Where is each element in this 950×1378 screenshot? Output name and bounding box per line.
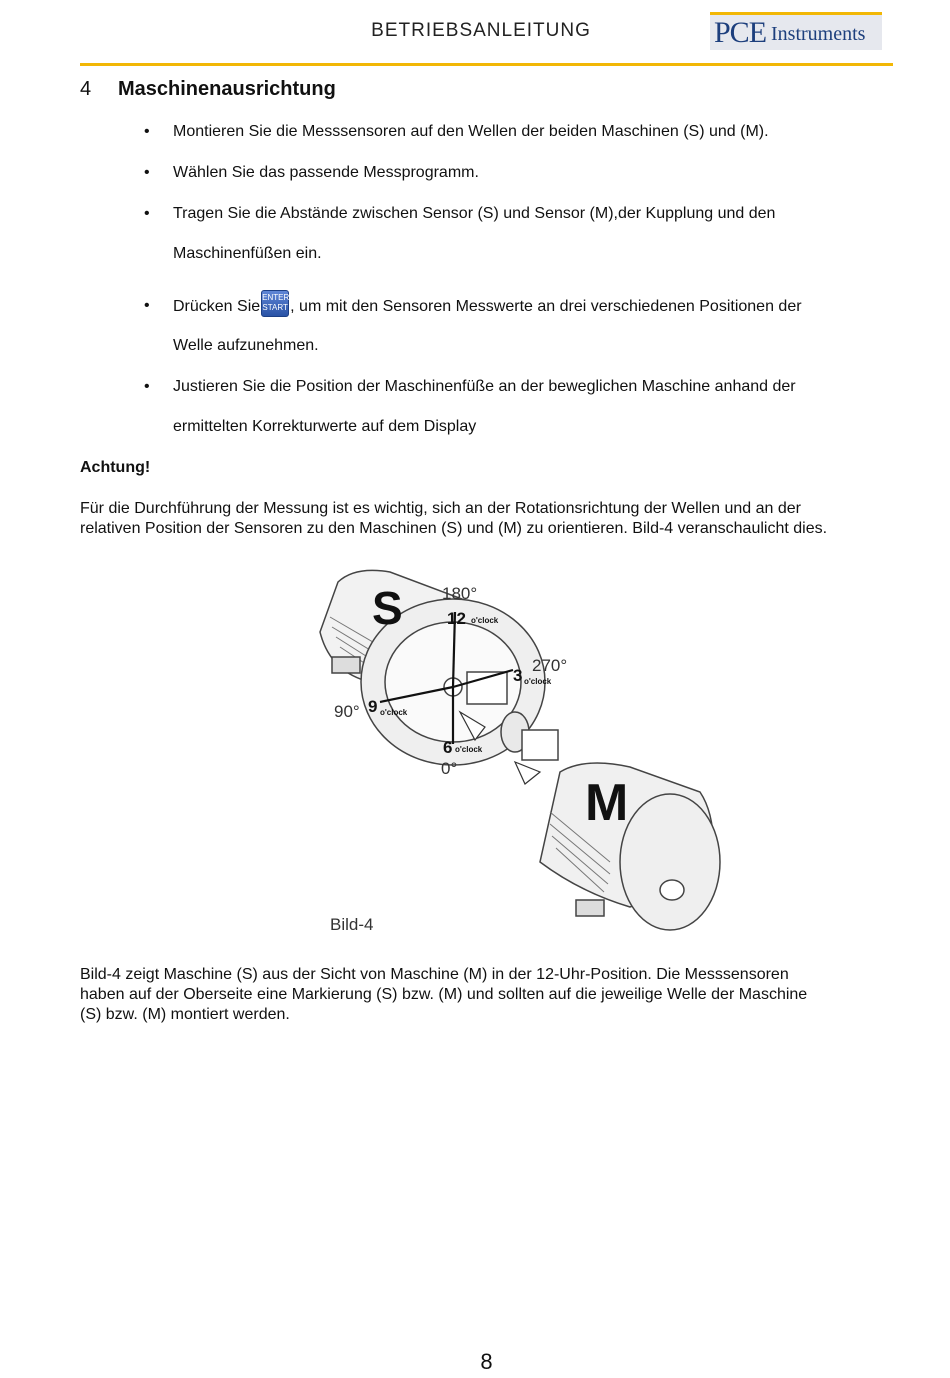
- enter-start-key-icon: [261, 290, 289, 317]
- section-title: Maschinenausrichtung: [118, 78, 336, 100]
- start-key-label: START: [262, 303, 288, 312]
- hour-6-label: 6: [443, 738, 453, 757]
- paragraph-line: relativen Position der Sensoren zu den Maschinen (S) und (M) zu orientieren. Bild-4 veranschaulicht dies.: [80, 520, 828, 537]
- hour-12-label: 12: [447, 609, 466, 628]
- list-item-text: Justieren Sie die Position der Maschinenfüße an der beweglichen Maschine anhand der: [173, 378, 796, 395]
- bullet-dot: •: [144, 123, 150, 140]
- list-item-text: Montieren Sie die Messsensoren auf den Wellen der beiden Maschinen (S) und (M).: [173, 123, 769, 140]
- angle-180-label: 180°: [442, 584, 478, 603]
- hour-6-suffix: o'clock: [455, 745, 483, 754]
- angle-270-label: 270°: [532, 656, 568, 675]
- pce-instruments-logo: [710, 12, 882, 50]
- hour-9-label: 9: [368, 697, 378, 716]
- list-item-text-continued: Welle aufzunehmen.: [173, 337, 319, 354]
- machine-m-label: M: [585, 774, 629, 832]
- bullet-dot: •: [144, 205, 150, 222]
- sensor-m: [522, 730, 558, 760]
- list-item-text-continued: ermittelten Korrekturwerte auf dem Display: [173, 418, 477, 435]
- paragraph-line: Bild-4 zeigt Maschine (S) aus der Sicht von Maschine (M) in der 12-Uhr-Position. Die Messsensoren: [80, 966, 789, 983]
- machine-m-foot: [576, 900, 604, 916]
- angle-0-label: 0°: [441, 759, 458, 778]
- press-text: Drücken Sie: [173, 298, 261, 315]
- section-number: 4: [80, 78, 92, 100]
- paragraph-orientation: [80, 499, 900, 539]
- hour-3-suffix: o'clock: [524, 677, 552, 686]
- press-text-rest: , um mit den Sensoren Messwerte an drei verschiedenen Positionen der: [290, 298, 802, 315]
- machine-diagram-svg: [310, 562, 730, 940]
- hour-3-label: 3: [513, 666, 523, 685]
- figure-caption: Bild-4: [330, 915, 374, 934]
- list-item-text: Tragen Sie die Abstände zwischen Sensor (S) und Sensor (M),der Kupplung und den: [173, 205, 776, 222]
- machine-m-end-disk: [620, 794, 720, 930]
- warning-heading: Achtung!: [80, 459, 151, 476]
- document-header-title: BETRIEBSANLEITUNG: [371, 20, 591, 41]
- angle-90-label: 90°: [334, 702, 360, 721]
- hour-9-suffix: o'clock: [380, 708, 408, 717]
- paragraph-figure-description: [80, 965, 900, 1025]
- enter-key-label: ENTER: [262, 293, 290, 302]
- list-item-text-continued: Maschinenfüßen ein.: [173, 245, 322, 262]
- logo-instruments-text: Instruments: [771, 23, 866, 45]
- bullet-dot: •: [144, 164, 150, 181]
- list-item-text: Wählen Sie das passende Messprogramm.: [173, 164, 479, 181]
- header-divider: [80, 63, 893, 66]
- machine-s-foot: [332, 657, 360, 673]
- hour-12-suffix: o'clock: [471, 616, 499, 625]
- bullet-dot: •: [144, 378, 150, 395]
- page-number: 8: [480, 1349, 493, 1374]
- list-item-text: [173, 293, 802, 324]
- logo-pce-text: PCE: [714, 16, 767, 49]
- bullet-dot: •: [144, 297, 150, 314]
- machine-s-label: S: [372, 582, 403, 634]
- machine-alignment-figure: [310, 562, 730, 945]
- paragraph-line: (S) bzw. (M) montiert werden.: [80, 1006, 290, 1023]
- paragraph-line: Für die Durchführung der Messung ist es wichtig, sich an der Rotationsrichtung der Wellen und an der: [80, 500, 801, 517]
- paragraph-line: haben auf der Oberseite eine Markierung (S) bzw. (M) und sollten auf die jeweilige Welle der Maschine: [80, 986, 808, 1003]
- machine-m-shaft: [660, 880, 684, 900]
